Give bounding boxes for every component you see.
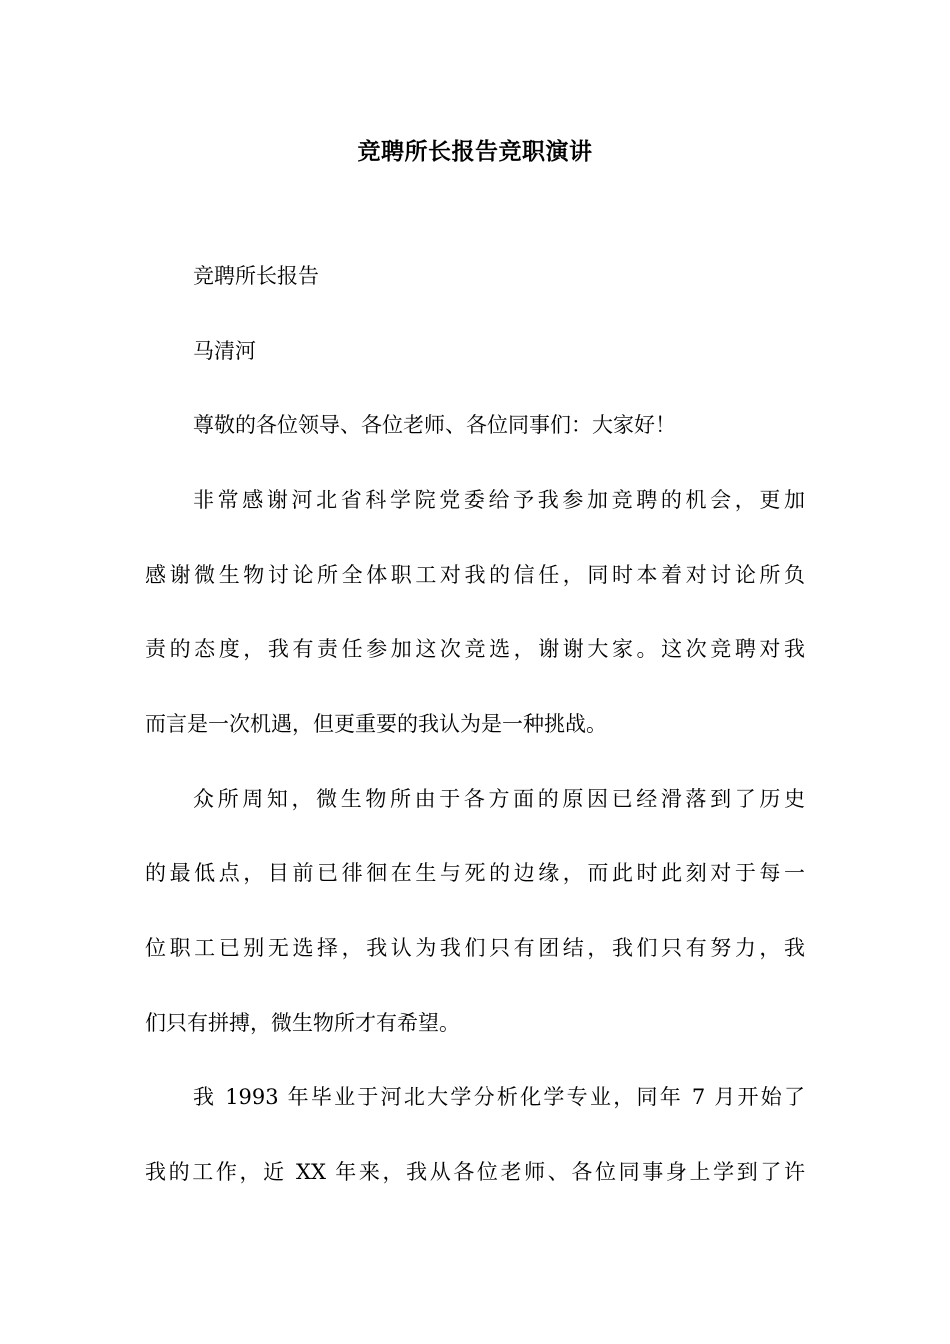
document-title: 竞聘所长报告竞职演讲: [357, 138, 593, 165]
paragraph-2-line-2: 的最低点，目前已徘徊在生与死的边缘，而此时此刻对于每一: [145, 861, 805, 885]
paragraph-2-line-1: 众所周知，微生物所由于各方面的原因已经滑落到了历史: [193, 787, 805, 811]
paragraph-3-line-1: 我 1993 年毕业于河北大学分析化学专业，同年 7 月开始了: [193, 1085, 805, 1109]
greeting-line: 尊敬的各位领导、各位老师、各位同事们：大家好！: [193, 413, 676, 437]
paragraph-1-line-3: 责的态度，我有责任参加这次竞选，谢谢大家。这次竞聘对我: [145, 637, 805, 661]
paragraph-1-line-1: 非常感谢河北省科学院党委给予我参加竞聘的机会，更加: [193, 488, 805, 512]
paragraph-2-line-4: 们只有拼搏，微生物所才有希望。: [145, 1011, 460, 1035]
paragraph-1-line-4: 而言是一次机遇，但更重要的我认为是一种挑战。: [145, 712, 607, 736]
paragraph-2-line-3: 位职工已别无选择，我认为我们只有团结，我们只有努力，我: [145, 936, 805, 960]
author-line: 马清河: [193, 339, 256, 363]
paragraph-3-line-2: 我的工作，近 XX 年来，我从各位老师、各位同事身上学到了许: [145, 1160, 805, 1184]
paragraph-1-line-2: 感谢微生物讨论所全体职工对我的信任，同时本着对讨论所负: [145, 563, 805, 587]
heading-line: 竞聘所长报告: [193, 264, 319, 288]
